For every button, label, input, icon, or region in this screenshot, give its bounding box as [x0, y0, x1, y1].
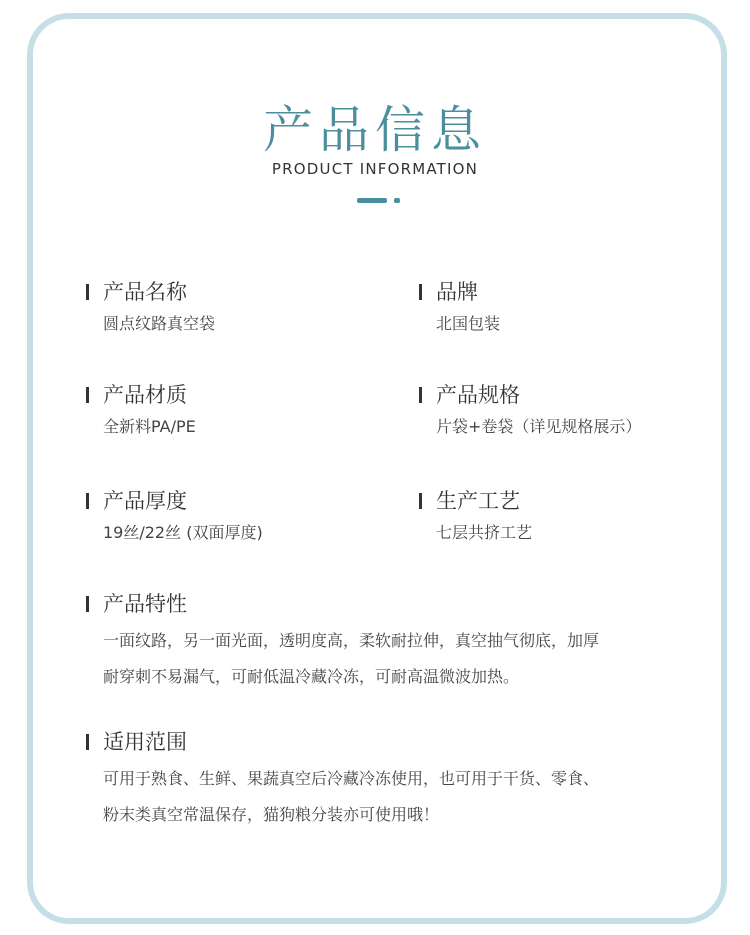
paragraph-line: 耐穿刺不易漏气，可耐低温冷藏冷冻，可耐高温微波加热。 — [103, 667, 520, 686]
label-marker — [419, 387, 422, 403]
field-value: 圆点纹路真空袋 — [103, 314, 216, 333]
field-value: 片袋+卷袋（详见规格展示） — [436, 417, 642, 436]
paragraph-line: 可用于熟食、生鲜、果蔬真空后冷藏冷冻使用，也可用于干货、零食、 — [103, 769, 600, 788]
label-marker — [86, 596, 89, 612]
section-features — [86, 589, 673, 695]
title-underline-dot — [394, 198, 400, 203]
label-marker — [419, 493, 422, 509]
field-process — [419, 486, 532, 546]
field-value: 全新料PA/PE — [103, 417, 196, 436]
section-paragraph — [86, 761, 673, 833]
title-underline — [357, 198, 387, 203]
paragraph-line: 粉末类真空常温保存，猫狗粮分装亦可使用哦！ — [103, 805, 440, 824]
label-marker — [86, 493, 89, 509]
field-label: 产品厚度 — [103, 489, 187, 513]
section-paragraph — [86, 623, 673, 695]
label-marker — [86, 284, 89, 300]
field-label: 产品规格 — [436, 383, 520, 407]
field-label: 产品名称 — [103, 280, 187, 304]
field-value: 19丝/22丝 (双面厚度) — [103, 523, 263, 542]
field-spec — [419, 380, 641, 440]
field-label: 生产工艺 — [436, 489, 520, 513]
field-value: 七层共挤工艺 — [436, 523, 533, 542]
label-marker — [419, 284, 422, 300]
field-material — [86, 380, 196, 440]
section-scope — [86, 727, 673, 833]
field-brand — [419, 277, 500, 337]
section-label: 产品特性 — [103, 592, 187, 616]
page-subtitle: PRODUCT INFORMATION — [271, 160, 479, 178]
page-title: 产品信息 — [263, 101, 487, 159]
field-label: 产品材质 — [103, 383, 187, 407]
paragraph-line: 一面纹路，另一面光面，透明度高，柔软耐拉伸，真空抽气彻底，加厚 — [103, 631, 600, 650]
field-value: 北国包装 — [436, 314, 501, 333]
field-thickness — [86, 486, 263, 546]
section-label: 适用范围 — [103, 730, 187, 754]
field-label: 品牌 — [436, 280, 478, 304]
field-product-name — [86, 277, 215, 337]
label-marker — [86, 387, 89, 403]
label-marker — [86, 734, 89, 750]
